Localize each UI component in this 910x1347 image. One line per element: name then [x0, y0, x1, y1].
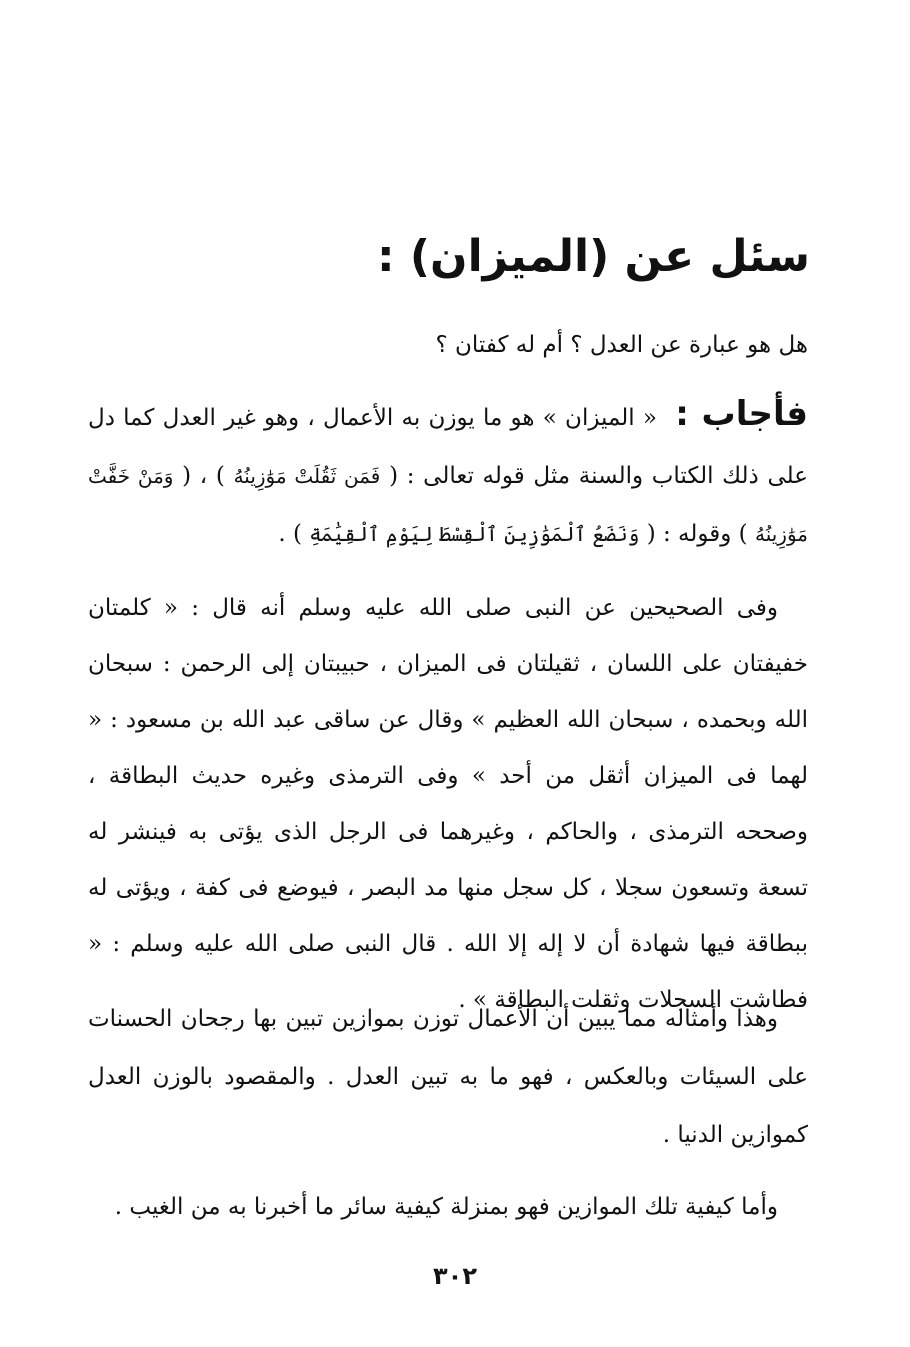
question-text: هل هو عبارة عن العدل ؟ أم له كفتان ؟	[435, 332, 808, 358]
answer-text: ) وقوله : (	[646, 521, 748, 547]
mizan-paragraph: وهذا وأمثاله مما يبين أن الأعمال توزن بموازين تبين بها رجحان الحسنات على السيئات وبالعكس ، فهو ما به تبين العدل . والمقصود بالوزن العدل كموازين الدنيا .	[88, 1006, 808, 1148]
quran-verse: وَمَنْ خَفَّتْ مَوَٰزِينُهُ	[88, 464, 808, 546]
section-heading: سئل عن (الميزان) :	[377, 231, 810, 282]
page-number: ٣٠٢	[433, 1262, 477, 1290]
answer-text: ) ، (	[182, 463, 225, 489]
hadith-paragraph: وفى الصحيحين عن النبى صلى الله عليه وسلم أنه قال : « كلمتان خفيفتان على اللسان ، ثقيلتان فى الميزان ، حبيبتان إلى الرحمن : سبحان الله وبحمده ، سبحان الله العظيم » وقال عن ساقى عبد الله بن مسعود : « لهما فى الميزان أثقل من أحد » وفى الترمذى وغيره حديث البطاقة ، وصححه الترمذى ، والحاكم ، وغيرهما فى الرجل الذى يؤتى به فينشر له تسعة وتسعون سجلا ، كل سجل منها مد البصر ، فيوضع فى كفة ، ويؤتى له ببطاقة فيها شهادة أن لا إله إلا الله . قال النبى صلى الله عليه وسلم : « فطاشت السجلات وثقلت البطاقة » .	[88, 595, 808, 1013]
answer-paragraph	[88, 385, 808, 563]
answer-text: ) .	[278, 521, 302, 547]
answer-lead: فأجاب :	[675, 394, 809, 434]
quran-verse: وَنَضَعُ ٱلْمَوَٰزِينَ ٱلْقِسْطَ لِيَوْمِ ٱلْقِيَٰمَةِ	[309, 522, 640, 546]
kayfiya-paragraph: وأما كيفية تلك الموازين فهو بمنزلة كيفية سائر ما أخبرنا به من الغيب .	[114, 1194, 778, 1220]
quran-verse: فَمَن ثَقُلَتْ مَوَٰزِينُهُ	[233, 464, 381, 488]
answer-text: « الميزان » هو ما يوزن به الأعمال ، وهو غير العدل كما دل على ذلك الكتاب والسنة مثل قوله تعالى : (	[88, 405, 808, 489]
